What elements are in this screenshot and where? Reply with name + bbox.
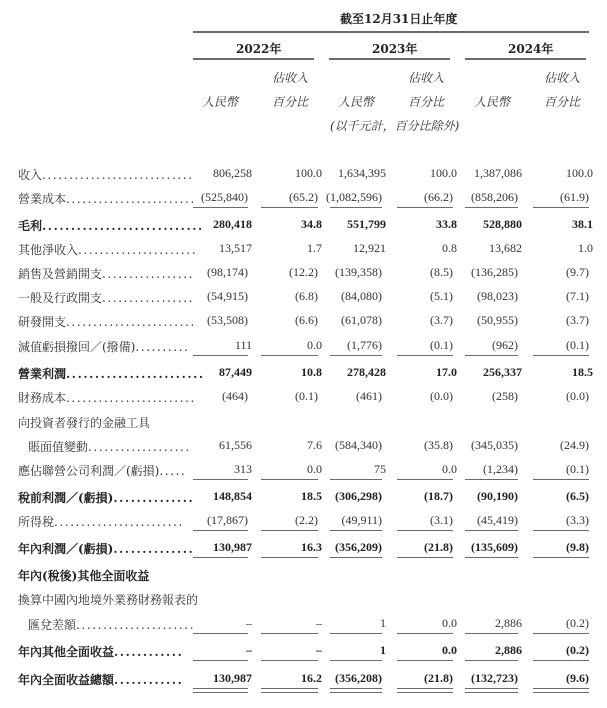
row-value: (2.2) xyxy=(295,513,318,527)
subtotal-underline xyxy=(465,660,518,661)
row-value: 13,517 xyxy=(219,241,252,255)
row-value: (35.8) xyxy=(424,438,453,452)
row-value: (464) xyxy=(222,389,248,403)
leader-dots: ........................ xyxy=(66,315,196,329)
row-value: (1,776) xyxy=(347,338,382,352)
row-value: (0.0) xyxy=(566,389,589,403)
pct-header-2022-bottom: 百分比 xyxy=(272,95,309,109)
leader-dots: ........................ xyxy=(66,367,205,381)
row-label xyxy=(18,414,150,431)
leader-dots: ................. xyxy=(102,267,195,281)
year-2024-rule xyxy=(465,58,586,60)
row-value: 1,387,086 xyxy=(474,166,522,180)
row-label-text: 換算中國內地境外業務財務報表的 xyxy=(18,593,199,607)
subtotal-underline xyxy=(193,633,248,634)
row-value: (3.7) xyxy=(430,313,453,327)
leader-dots: .............. xyxy=(113,491,195,505)
row-value: (0.2) xyxy=(566,616,589,630)
subtotal-underline xyxy=(261,530,318,531)
row-value: (356,209) xyxy=(335,540,382,554)
subtotal-underline xyxy=(533,479,589,480)
row-label xyxy=(18,643,183,660)
subtotal-underline xyxy=(465,633,518,634)
row-value: (9.7) xyxy=(566,265,589,279)
row-value: (345,035) xyxy=(471,438,518,452)
subtotal-underline xyxy=(193,207,248,208)
row-value: (24.9) xyxy=(560,438,589,452)
row-value: (9.8) xyxy=(566,540,589,554)
row-value: (5.1) xyxy=(430,289,453,303)
subtotal-underline xyxy=(330,660,382,661)
subtotal-underline xyxy=(397,355,453,356)
row-label-text: 年內全面收益總額 xyxy=(18,673,115,687)
subtotal-underline xyxy=(193,479,248,480)
row-value: (8.5) xyxy=(430,265,453,279)
row-value: (3.7) xyxy=(566,313,589,327)
row-value: 100.0 xyxy=(295,166,322,180)
period-title-rule xyxy=(193,31,589,33)
subtotal-underline xyxy=(261,207,318,208)
subtotal-underline xyxy=(330,557,382,558)
row-value: (0.1) xyxy=(430,338,453,352)
subtotal-underline xyxy=(193,355,248,356)
row-label-text: 銷售及營銷開支 xyxy=(18,267,103,281)
row-value: (12.2) xyxy=(289,265,318,279)
subtotal-underline xyxy=(465,207,518,208)
period-title: 截至12月31日止年度 xyxy=(340,12,458,26)
row-value: 1,634,395 xyxy=(338,166,386,180)
row-value: 0.0 xyxy=(442,643,457,657)
row-value: (98,023) xyxy=(477,289,518,303)
row-label-text: 應佔聯營公司利潤／(虧損) xyxy=(18,464,160,478)
subtotal-underline xyxy=(193,530,248,531)
subtotal-underline xyxy=(330,207,382,208)
row-value: (356,208) xyxy=(335,671,382,685)
row-value: – xyxy=(316,643,322,657)
leader-dots: ...................... xyxy=(78,243,198,257)
row-value: (6.6) xyxy=(295,313,318,327)
row-value: 7.6 xyxy=(307,438,322,452)
leader-dots: ............................ xyxy=(42,168,194,182)
row-value: (84,080) xyxy=(341,289,382,303)
row-value: – xyxy=(246,643,252,657)
subtotal-underline xyxy=(533,557,589,558)
leader-dots: ............ xyxy=(114,673,184,687)
row-value: 33.8 xyxy=(436,217,457,231)
row-value: 256,337 xyxy=(483,365,522,379)
row-value: (7.1) xyxy=(566,289,589,303)
year-2022-header: 2022年 xyxy=(236,42,282,56)
row-value: (135,609) xyxy=(471,540,518,554)
subtotal-underline xyxy=(261,660,318,661)
leader-dots: ...................... xyxy=(76,618,196,632)
year-2024-header: 2024年 xyxy=(508,42,554,56)
row-label-text: 向投資者發行的金融工具 xyxy=(18,416,151,430)
row-label xyxy=(18,265,194,282)
subtotal-underline xyxy=(261,633,318,634)
row-label-text: 財務成本 xyxy=(18,391,67,405)
subtotal-underline xyxy=(465,530,518,531)
row-value: (6.5) xyxy=(566,489,589,503)
row-value: (858,206) xyxy=(471,190,518,204)
row-value: 1 xyxy=(380,643,386,657)
subtotal-underline xyxy=(397,479,453,480)
row-label-text: 營業利潤 xyxy=(18,367,67,381)
row-label-text: 減值虧損撥回／(撥備) xyxy=(18,340,136,354)
unit-note: (以千元計，百分比除外) xyxy=(330,119,460,133)
row-value: 34.8 xyxy=(301,217,322,231)
leader-dots: ........................ xyxy=(66,391,196,405)
pct-header-2023-top: 佔收入 xyxy=(408,71,445,85)
row-label xyxy=(18,190,196,207)
row-value: (525,840) xyxy=(201,190,248,204)
subtotal-underline xyxy=(193,557,248,558)
subtotal-underline xyxy=(533,530,589,531)
row-value: (17,867) xyxy=(207,513,248,527)
row-value: (1,234) xyxy=(483,462,518,476)
row-value: 0.0 xyxy=(307,338,322,352)
leader-dots: ..... xyxy=(159,464,187,478)
row-value: (258) xyxy=(492,389,518,403)
row-value: (66.2) xyxy=(424,190,453,204)
subtotal-underline xyxy=(397,207,453,208)
row-value: (962) xyxy=(492,338,518,352)
row-value: 551,799 xyxy=(347,217,386,231)
subtotal-underline xyxy=(397,660,453,661)
row-value: (21.8) xyxy=(424,671,453,685)
row-label-text: 營業成本 xyxy=(18,192,67,206)
rmb-header-2023: 人民幣 xyxy=(338,95,375,109)
row-label xyxy=(28,616,195,633)
subtotal-underline xyxy=(261,479,318,480)
row-value: 38.1 xyxy=(572,217,593,231)
leader-dots: .............. xyxy=(113,542,195,556)
subtotal-underline xyxy=(397,530,453,531)
row-label-text: 收入 xyxy=(18,168,43,182)
row-label-text: 賬面值變動 xyxy=(28,440,89,454)
row-value: (9.6) xyxy=(566,671,589,685)
row-value: – xyxy=(246,616,252,630)
double-underline xyxy=(397,688,453,693)
row-value: (53,508) xyxy=(207,313,248,327)
row-value: (50,955) xyxy=(477,313,518,327)
row-value: 2,886 xyxy=(495,616,522,630)
subtotal-underline xyxy=(261,557,318,558)
subtotal-underline xyxy=(397,633,453,634)
row-label xyxy=(18,241,197,258)
row-value: (0.2) xyxy=(566,643,589,657)
row-value: 2,886 xyxy=(495,643,522,657)
row-label xyxy=(18,513,184,530)
row-value: 0.8 xyxy=(442,241,457,255)
row-value: (0.1) xyxy=(295,389,318,403)
row-label xyxy=(18,567,149,584)
row-value: (132,723) xyxy=(471,671,518,685)
subtotal-underline xyxy=(533,633,589,634)
row-value: 528,880 xyxy=(483,217,522,231)
subtotal-underline xyxy=(330,479,382,480)
row-value: 1.0 xyxy=(578,241,593,255)
row-label xyxy=(18,591,198,608)
subtotal-underline xyxy=(330,355,382,356)
row-label-text: 毛利 xyxy=(18,219,43,233)
row-value: 16.3 xyxy=(301,540,322,554)
row-value: (139,358) xyxy=(335,265,382,279)
row-value: 100.0 xyxy=(430,166,457,180)
row-value: (18.7) xyxy=(424,489,453,503)
subtotal-underline xyxy=(330,633,382,634)
row-value: 0.0 xyxy=(307,462,322,476)
row-label xyxy=(18,489,194,506)
subtotal-underline xyxy=(193,660,248,661)
subtotal-underline xyxy=(533,660,589,661)
row-value: (54,915) xyxy=(207,289,248,303)
row-value: 278,428 xyxy=(347,365,386,379)
row-label xyxy=(18,389,196,406)
double-underline xyxy=(330,688,382,693)
row-value: 280,418 xyxy=(213,217,252,231)
double-underline xyxy=(533,688,589,693)
row-label-text: 一般及行政開支 xyxy=(18,291,103,305)
row-value: 13,682 xyxy=(489,241,522,255)
double-underline xyxy=(465,688,518,693)
leader-dots: ............ xyxy=(114,645,184,659)
row-value: 18.5 xyxy=(572,365,593,379)
row-label xyxy=(18,365,205,382)
rmb-header-2022: 人民幣 xyxy=(202,95,239,109)
row-value: (0.1) xyxy=(566,338,589,352)
leader-dots: ........................ xyxy=(54,515,184,529)
pct-header-2024-top: 佔收入 xyxy=(544,71,581,85)
row-value: (0.0) xyxy=(430,389,453,403)
leader-dots: ............................ xyxy=(42,219,204,233)
subtotal-underline xyxy=(465,355,518,356)
row-label xyxy=(28,438,191,455)
row-value: 130,987 xyxy=(213,671,252,685)
row-value: 0.0 xyxy=(442,616,457,630)
row-label-text: 所得稅 xyxy=(18,515,55,529)
year-2022-rule xyxy=(193,58,314,60)
row-value: (65.2) xyxy=(289,190,318,204)
row-label-text: 年內利潤／(虧損) xyxy=(18,542,114,556)
pct-header-2024-bottom: 百分比 xyxy=(544,95,581,109)
row-value: (3.1) xyxy=(430,513,453,527)
row-label xyxy=(18,217,204,234)
row-value: 75 xyxy=(374,462,386,476)
row-value: 1.7 xyxy=(307,241,322,255)
row-label-text: 年內(稅後)其他全面收益 xyxy=(18,569,150,583)
row-value: (61.9) xyxy=(560,190,589,204)
row-label-text: 年內其他全面收益 xyxy=(18,645,115,659)
row-value: (584,340) xyxy=(335,438,382,452)
row-label-text: 匯兌差額 xyxy=(28,618,77,632)
row-label xyxy=(18,671,183,688)
row-value: (90,190) xyxy=(477,489,518,503)
row-value: (1,082,596) xyxy=(326,190,382,204)
year-2023-rule xyxy=(329,58,450,60)
row-label xyxy=(18,540,194,557)
row-value: (98,174) xyxy=(207,265,248,279)
subtotal-underline xyxy=(465,479,518,480)
row-value: 12,921 xyxy=(353,241,386,255)
row-label-text: 稅前利潤／(虧損) xyxy=(18,491,114,505)
row-value: 16.2 xyxy=(301,671,322,685)
pct-header-2022-top: 佔收入 xyxy=(272,71,309,85)
row-value: 18.5 xyxy=(301,489,322,503)
row-value: 806,258 xyxy=(213,166,252,180)
subtotal-underline xyxy=(533,355,589,356)
row-value: 313 xyxy=(234,462,252,476)
row-value: (6.8) xyxy=(295,289,318,303)
row-value: 0.0 xyxy=(442,462,457,476)
row-value: (49,911) xyxy=(341,513,382,527)
row-value: (45,419) xyxy=(477,513,518,527)
leader-dots: ........................ xyxy=(66,192,196,206)
row-value: 111 xyxy=(234,338,252,352)
row-value: (136,285) xyxy=(471,265,518,279)
row-value: – xyxy=(316,616,322,630)
row-value: (21.8) xyxy=(424,540,453,554)
double-underline xyxy=(193,688,248,693)
row-value: 100.0 xyxy=(566,166,593,180)
subtotal-underline xyxy=(465,557,518,558)
row-value: 10.8 xyxy=(301,365,322,379)
row-label xyxy=(18,289,194,306)
row-value: (0.1) xyxy=(566,462,589,476)
row-value: 1 xyxy=(380,616,386,630)
year-2023-header: 2023年 xyxy=(372,42,418,56)
leader-dots: ................. xyxy=(102,291,195,305)
subtotal-underline xyxy=(397,557,453,558)
row-value: 17.0 xyxy=(436,365,457,379)
subtotal-underline xyxy=(533,207,589,208)
row-value: 61,556 xyxy=(219,438,252,452)
row-value: 87,449 xyxy=(219,365,252,379)
pct-header-2023-bottom: 百分比 xyxy=(408,95,445,109)
subtotal-underline xyxy=(261,355,318,356)
row-label xyxy=(18,338,190,355)
row-label xyxy=(18,166,194,183)
row-label-text: 其他淨收入 xyxy=(18,243,79,257)
row-value: (3.3) xyxy=(566,513,589,527)
row-value: 148,854 xyxy=(213,489,252,503)
row-label xyxy=(18,313,196,330)
rmb-header-2024: 人民幣 xyxy=(474,95,511,109)
row-label-text: 研發開支 xyxy=(18,315,67,329)
leader-dots: ................... xyxy=(88,440,191,454)
double-underline xyxy=(261,688,318,693)
row-value: (461) xyxy=(356,389,382,403)
row-value: (61,078) xyxy=(341,313,382,327)
leader-dots: .......... xyxy=(135,340,190,354)
row-value: (306,298) xyxy=(335,489,382,503)
row-label xyxy=(18,462,186,479)
subtotal-underline xyxy=(330,530,382,531)
row-value: 130,987 xyxy=(213,540,252,554)
